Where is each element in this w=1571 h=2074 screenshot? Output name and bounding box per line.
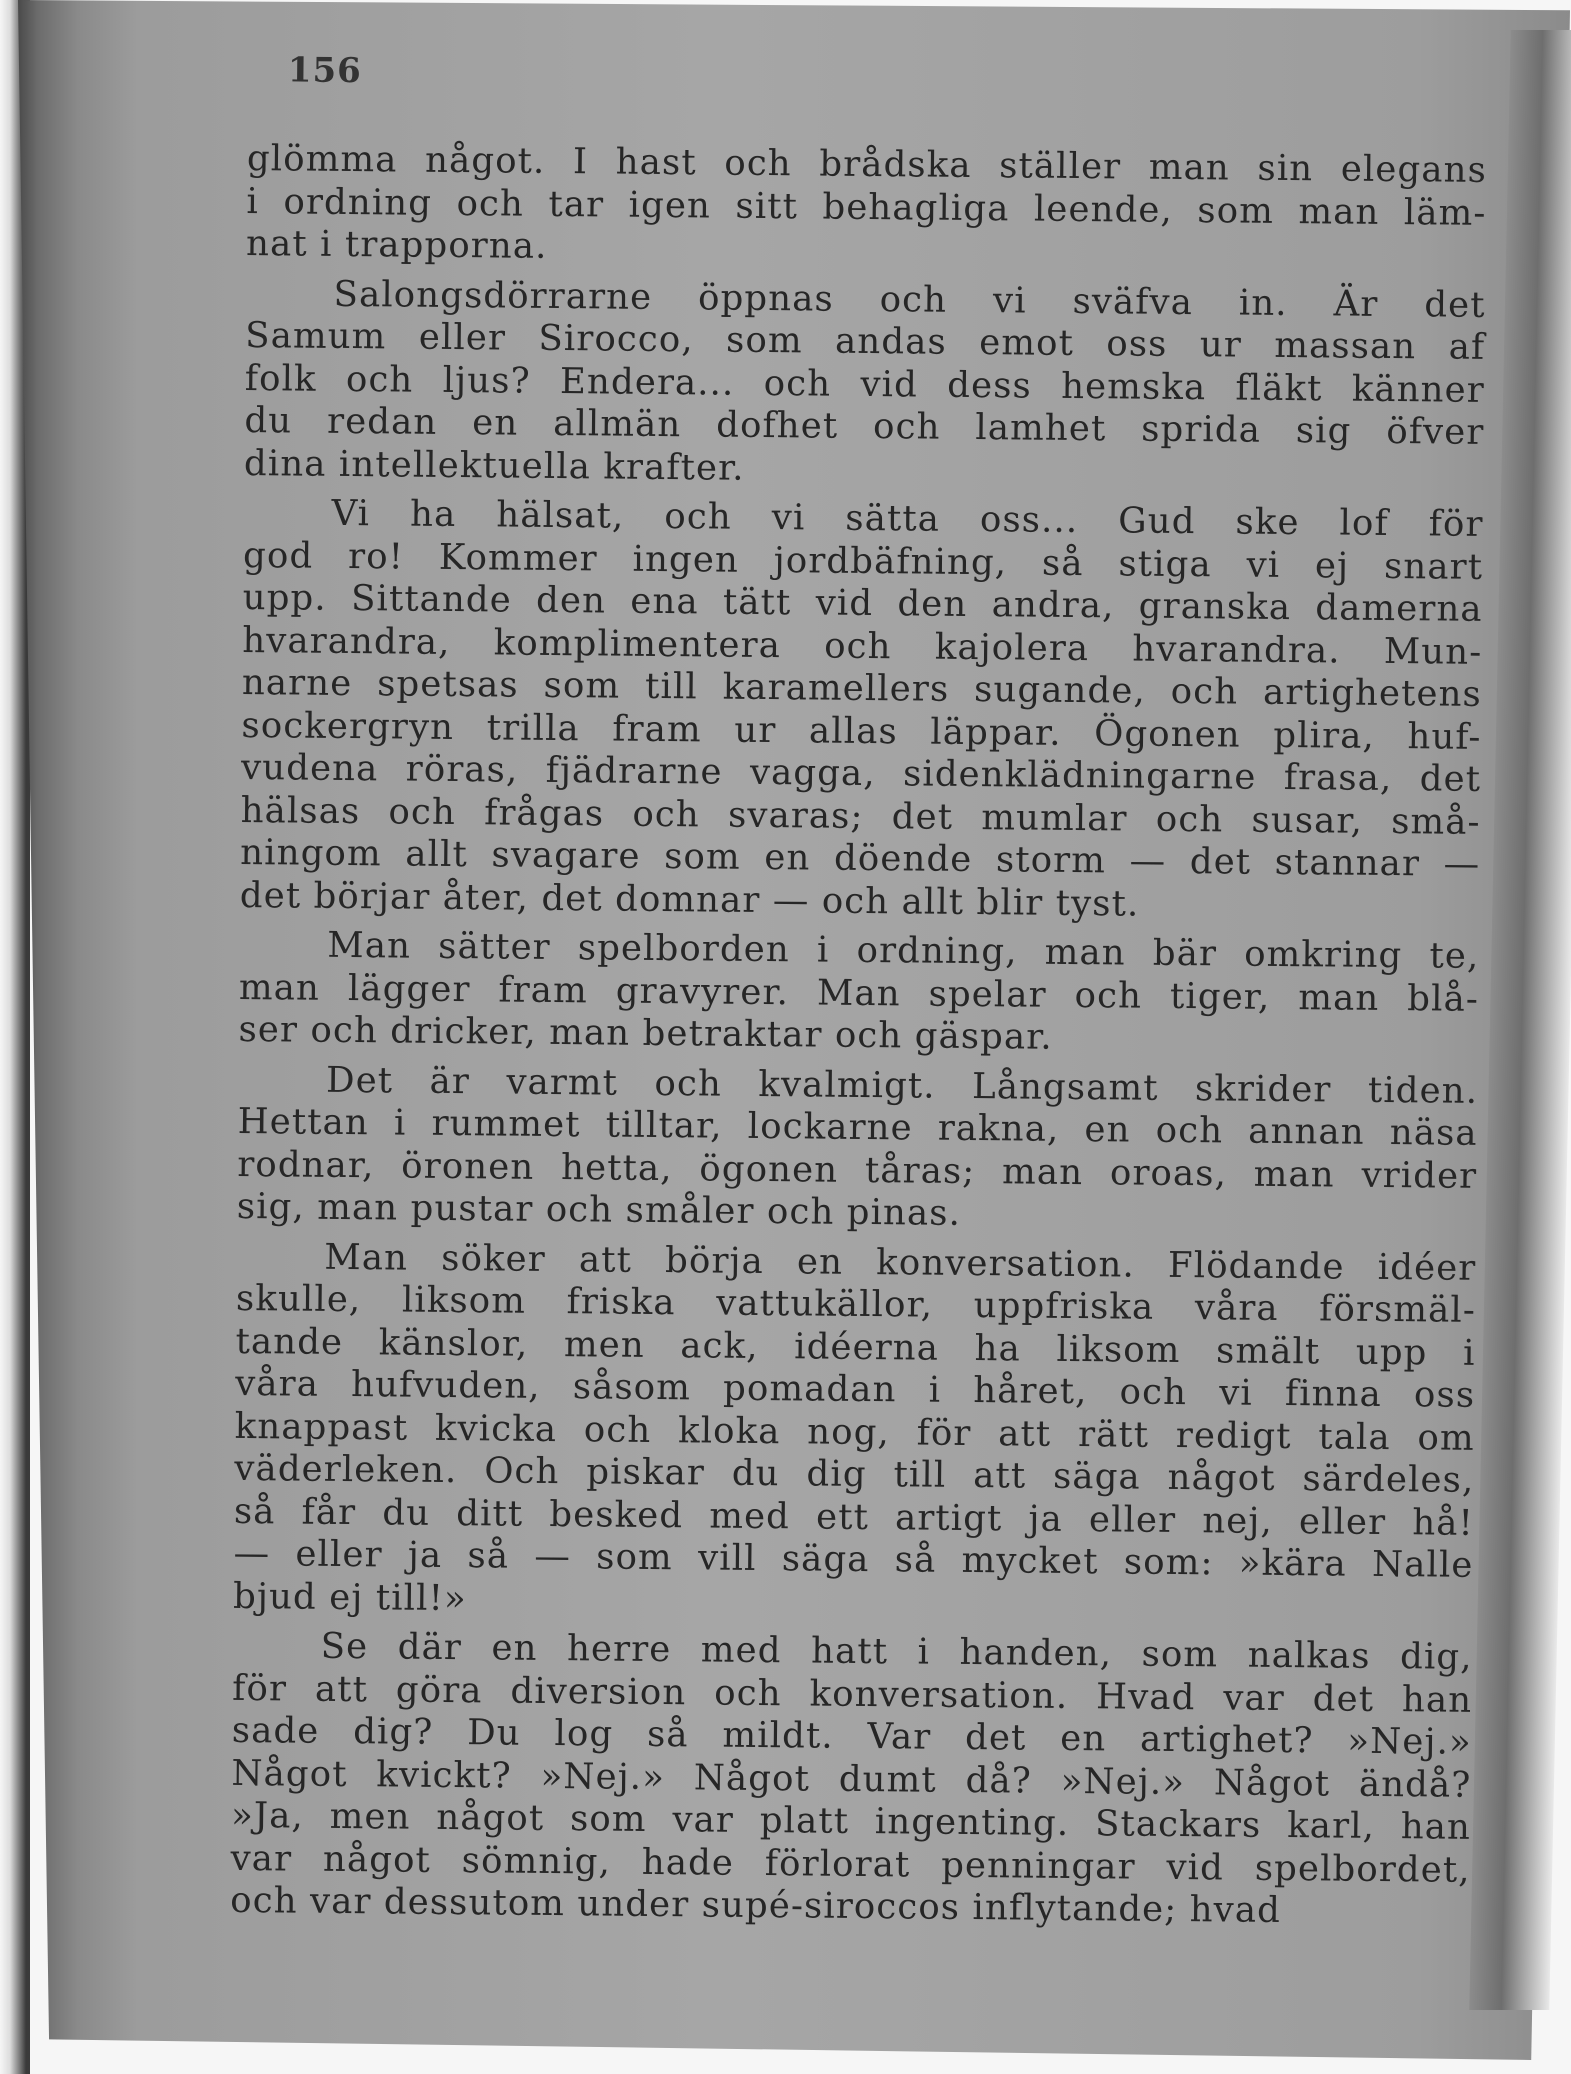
text-line: knappast kvicka och kloka nog, för att rätt redigt tala om bbox=[234, 1405, 1475, 1459]
text-line: i ordning och tar igen sitt behagliga leende, som man läm- bbox=[246, 180, 1487, 234]
text-line: Det är varmt och kvalmigt. Långsamt skrider tiden. bbox=[325, 1059, 1479, 1112]
paragraph bbox=[230, 1625, 1473, 1934]
paragraph bbox=[244, 272, 1486, 496]
text-line: var något sömnig, hade förlorat penningar vid spelbordet, bbox=[230, 1837, 1471, 1891]
text-line: ningom allt svagare som en döende storm — det stannar — bbox=[240, 831, 1481, 885]
text-line: våra hufvuden, såsom pomadan i håret, och vi finna oss bbox=[235, 1362, 1476, 1416]
text-line: Samum eller Sirocco, som andas emot oss ur massan af bbox=[245, 314, 1486, 368]
text-line: god ro! Kommer ingen jordbäfning, så stiga vi ej snart bbox=[242, 534, 1484, 588]
paragraph bbox=[237, 1058, 1479, 1240]
page-number: 156 bbox=[287, 50, 362, 92]
text-line: bjud ej till!» bbox=[232, 1575, 467, 1619]
text-line: ser och dricker, man betraktar och gäspar. bbox=[238, 1008, 1053, 1058]
text-line: Salongsdörrarne öppnas och vi sväfva in. Är det bbox=[333, 273, 1486, 326]
text-line: för att göra diversion och konversation. Hvad var det han bbox=[232, 1667, 1473, 1721]
text-line: narne spetsas som till karamellers sugande, och artighetens bbox=[241, 661, 1483, 715]
text-line: nat i trapporna. bbox=[245, 222, 548, 267]
text-line: tande känslor, men ack, idéerna ha liksom smält upp i bbox=[235, 1320, 1476, 1374]
text-line: du redan en allmän dofhet och lamhet sprida sig öfver bbox=[244, 399, 1485, 453]
text-line: det börjar åter, det domnar — och allt blir tyst. bbox=[239, 874, 1140, 925]
text-line: hvarandra, komplimentera och kajolera hvarandra. Mun- bbox=[242, 619, 1483, 673]
text-line: Vi ha hälsat, och vi sätta oss... Gud ske lof för bbox=[331, 492, 1484, 545]
paragraph bbox=[238, 924, 1479, 1063]
text-line: Något kvickt? »Nej.» Något dumt då? »Nej.» Något ändå? bbox=[231, 1752, 1472, 1806]
text-line: vudena röras, fjädrarne vagga, sidenklädningarne frasa, det bbox=[240, 746, 1482, 800]
text-line: rodnar, öronen hetta, ögonen tåras; man oroas, man vrider bbox=[237, 1143, 1478, 1197]
text-line: folk och ljus? Endera... och vid dess hemska fläkt känner bbox=[244, 357, 1485, 411]
text-line: »Ja, men något som var platt ingenting. Stackars karl, han bbox=[230, 1794, 1472, 1848]
text-line: skulle, liksom friska vattukällor, uppfriska våra försmäl- bbox=[235, 1277, 1477, 1331]
text-line: upp. Sittande den ena tätt vid den andra, granska damerna bbox=[242, 576, 1483, 630]
text-line: och var dessutom under supé-siroccos inflytande; hvad bbox=[230, 1879, 1282, 1931]
text-line: sockergryn trilla fram ur allas läppar. Ögonen plira, huf- bbox=[241, 704, 1482, 758]
text-line: sig, man pustar och småler och pinas. bbox=[236, 1185, 962, 1234]
text-line: Man söker att börja en konversation. Flödande idéer bbox=[324, 1236, 1477, 1289]
text-line: sade dig? Du log så mildt. Var det en artighet? »Nej.» bbox=[231, 1709, 1473, 1763]
text-line: så får du ditt besked med ett artigt ja eller nej, eller hå! bbox=[233, 1490, 1475, 1544]
paragraph bbox=[246, 138, 1487, 277]
text-line: hälsas och frågas och svaras; det mumlar och susar, små- bbox=[240, 789, 1481, 843]
text-line: Se där en herre med hatt i handen, som nalkas dig, bbox=[320, 1625, 1473, 1678]
text-line: — eller ja så — som vill säga så mycket som: »kära Nalle bbox=[233, 1532, 1474, 1586]
paragraph bbox=[240, 492, 1484, 929]
text-line: man lägger fram gravyrer. Man spelar och tiger, man blå- bbox=[238, 966, 1480, 1020]
text-line: dina intellektuella krafter. bbox=[243, 442, 745, 489]
paragraph bbox=[233, 1235, 1477, 1629]
text-line: Hettan i rummet tilltar, lockarne rakna, en och annan näsa bbox=[237, 1100, 1478, 1154]
text-line: väderleken. Och piskar du dig till att säga något särdeles, bbox=[234, 1447, 1475, 1501]
body-text bbox=[230, 138, 1487, 1934]
text-line: glömma något. I hast och brådska ställer man sin elegans bbox=[246, 137, 1488, 191]
text-line: Man sätter spelborden i ordning, man bär omkring te, bbox=[327, 924, 1480, 977]
